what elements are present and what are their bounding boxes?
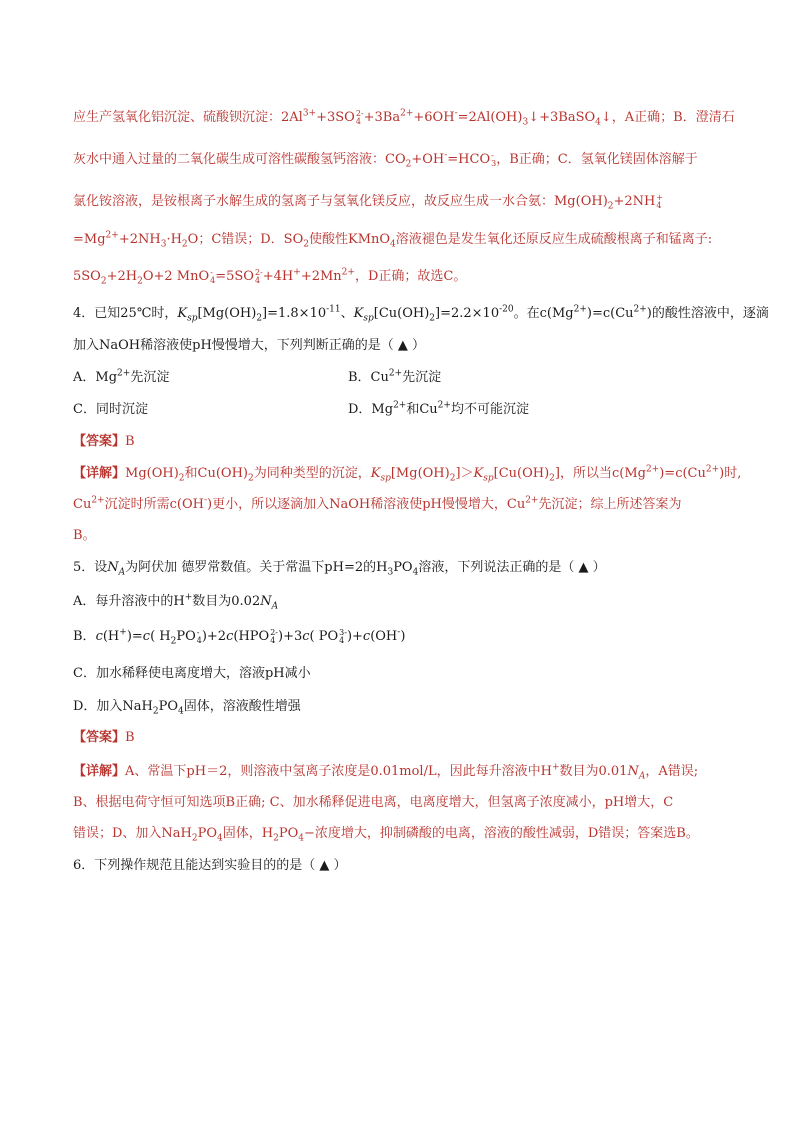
text: 沉淀时所需c(OH <box>104 497 204 512</box>
answer-value: B <box>125 730 135 745</box>
text: 数目为0.01 <box>559 764 628 779</box>
text: )+2 <box>201 629 227 644</box>
text: 先沉淀 <box>402 370 442 385</box>
text: 5SO <box>73 269 101 284</box>
sub: 2 <box>549 473 555 484</box>
sup: + <box>119 627 127 638</box>
text: B．Cu <box>348 370 389 385</box>
sup: 2+ <box>341 267 355 278</box>
sub: 2 <box>170 636 177 647</box>
sub: 4 <box>355 116 361 126</box>
sup: 2- <box>254 267 263 277</box>
sup: + <box>551 762 560 773</box>
text: )=c(Cu <box>586 306 634 321</box>
text: ]=2.2×10 <box>435 306 500 321</box>
sub: 4 <box>412 567 419 578</box>
text: ·H <box>166 232 182 247</box>
q4-detail-line-1 <box>73 464 741 484</box>
q5-option-c: C．加水稀释使电离度增大，溶液pH减小 <box>73 666 311 681</box>
sub: 4 <box>178 706 184 717</box>
text: 。在c(Mg <box>513 306 574 321</box>
text: [Mg(OH) <box>197 306 257 321</box>
text: O+2 MnO <box>142 269 210 284</box>
text: 、 <box>340 306 354 321</box>
q3-detail-line-1 <box>73 108 735 128</box>
sup: 2+ <box>573 304 587 315</box>
c-symbol: c <box>142 629 151 644</box>
text: ) <box>400 629 406 644</box>
text: )时, <box>719 466 742 481</box>
text: 氯化铵溶液，是铵根离子水解生成的氢离子与氢氧化镁反应，故反应生成一水合氨：Mg(OH) <box>73 194 608 209</box>
na-symbol: N <box>260 594 272 609</box>
sup: - <box>203 495 208 506</box>
text: ，B正确；C．氢氧化镁固体溶解于 <box>496 152 698 167</box>
text: +4H <box>262 269 294 284</box>
text: A、常温下pH＝2，则溶液中氢离子浓度是0.01mol/L，因此每升溶液中H <box>125 764 552 779</box>
q4-detail-line-2 <box>73 495 681 515</box>
text: 均不可能沉淀 <box>450 402 529 417</box>
text: 4．已知25℃时， <box>73 306 178 321</box>
text: 溶液，下列说法正确的是（ ▲ ） <box>418 560 606 575</box>
detail-tag: 【详解】 <box>73 764 126 779</box>
text: +2H <box>106 269 138 284</box>
c-symbol: c <box>95 629 103 644</box>
text: (HPO <box>233 629 270 644</box>
q5-stem <box>73 558 606 578</box>
text: 错误；D、加入NaH <box>73 826 192 841</box>
na-symbol: N <box>107 560 119 575</box>
text: [Cu(OH) <box>493 466 550 481</box>
answer-tag: 【答案】 <box>73 730 126 745</box>
ion-charge <box>270 629 278 645</box>
text: )=c(Cu <box>659 466 706 481</box>
text: 灰水中通入过量的二氧化碳生成可溶性碳酸氢钙溶液：CO <box>73 152 406 167</box>
sub: 4 <box>656 200 662 210</box>
text: PO <box>158 699 179 714</box>
text: 使酸性KMnO <box>308 232 391 247</box>
sup: 2+ <box>393 400 407 411</box>
ion-charge <box>339 629 347 645</box>
text: 5．设 <box>73 560 108 575</box>
text: 为同种类型的沉淀， <box>253 466 371 481</box>
text: ]=1.8×10 <box>262 306 327 321</box>
sub: sp <box>187 313 198 324</box>
text: +OH <box>411 152 445 167</box>
sup: - <box>454 108 458 119</box>
sup: 2+ <box>525 495 539 506</box>
sub: 2 <box>273 833 279 844</box>
ion-charge <box>255 269 263 285</box>
q4-detail-line-3: B。 <box>73 528 96 543</box>
sub: 2 <box>178 473 185 484</box>
text: ↓，A正确；B．澄清石 <box>600 110 735 125</box>
text: 固体，溶液酸性增强 <box>183 699 301 714</box>
text: [Mg(OH) <box>390 466 450 481</box>
text: Mg(OH) <box>125 466 179 481</box>
sup: + <box>293 267 301 278</box>
q3-detail-line-4 <box>73 230 712 250</box>
sub: 2 <box>607 201 614 212</box>
text: ↓+3BaSO <box>528 110 596 125</box>
text: =HCO <box>447 152 491 167</box>
sub: 4 <box>595 117 601 128</box>
text: Cu <box>73 497 92 512</box>
ion-charge <box>656 194 663 210</box>
text: PO <box>278 826 299 841</box>
sup: - <box>397 627 401 638</box>
sub: 3 <box>387 567 394 578</box>
q4-option-c: C．同时沉淀 <box>73 402 148 417</box>
q4-stem-line-1 <box>73 304 769 324</box>
sup: -11 <box>326 304 341 315</box>
sub: sp <box>483 473 494 484</box>
sub: 3 <box>522 117 529 128</box>
sub: 4 <box>270 635 276 645</box>
answer-value: B <box>125 434 135 449</box>
sup: 2+ <box>437 400 451 411</box>
text: 先沉淀 <box>130 370 170 385</box>
sub: A <box>118 567 126 578</box>
sub: 3 <box>160 239 167 250</box>
text: 溶液褪色是发生氧化还原反应生成硫酸根离子和锰离子: <box>395 232 713 247</box>
text: ，D正确；故选C。 <box>354 269 467 284</box>
sup: - <box>196 627 200 637</box>
sup: 2+ <box>633 304 647 315</box>
text: (OH <box>370 629 398 644</box>
c-symbol: c <box>302 629 310 644</box>
q4-stem-line-2: 加入NaOH稀溶液使pH慢慢增大，下列判断正确的是（ ▲ ） <box>73 338 426 353</box>
text: 先沉淀；综上所述答案为 <box>538 497 682 512</box>
sub: 2 <box>248 473 254 484</box>
q4-option-b <box>348 368 441 388</box>
q5-option-d <box>73 697 301 717</box>
c-symbol: c <box>362 629 371 644</box>
text: ]＞ <box>455 466 474 481</box>
text: ( H <box>150 629 171 644</box>
text: 固体，H <box>222 826 274 841</box>
sub: 4 <box>390 239 396 250</box>
text: )更小，所以逐滴加入NaOH稀溶液使pH慢慢增大，Cu <box>207 497 526 512</box>
ksp-symbol: K <box>370 466 381 481</box>
sub: 2 <box>256 313 263 324</box>
sub: 4 <box>217 833 223 844</box>
sup: 2- <box>270 627 278 637</box>
q3-detail-line-3 <box>73 192 663 212</box>
sub: 4 <box>254 275 261 285</box>
sub: 3 <box>491 158 497 168</box>
sup: 3+ <box>302 108 317 119</box>
text: A．Mg <box>73 370 118 385</box>
text: ，A错误; <box>645 764 699 779</box>
text: 数目为0.02 <box>192 594 261 609</box>
text: )的酸性溶液中，逐滴 <box>646 306 769 321</box>
ksp-symbol: K <box>473 466 484 481</box>
sub: 2 <box>429 313 436 324</box>
text: +2NH <box>613 194 656 209</box>
text: 应生产氢氧化铝沉淀、硫酸钡沉淀：2Al <box>73 110 303 125</box>
text: =Mg <box>73 232 106 247</box>
sub: A <box>271 601 279 612</box>
q6-stem: 6．下列操作规范且能达到实验目的的是（ ▲ ） <box>73 858 347 873</box>
sup: - <box>210 267 213 277</box>
q3-detail-line-5 <box>73 267 466 287</box>
sub: 2 <box>303 239 309 250</box>
sub: A <box>638 771 646 782</box>
sup: -20 <box>499 304 514 315</box>
sup: - <box>491 150 494 160</box>
text: [Cu(OH) <box>373 306 430 321</box>
q5-detail-line-1 <box>73 762 698 782</box>
sup: 2+ <box>388 368 403 379</box>
sup: 2+ <box>645 464 660 475</box>
q4-option-a <box>73 368 169 388</box>
q5-detail-line-3 <box>73 824 699 844</box>
text: D．加入NaH <box>73 699 153 714</box>
sup: + <box>656 192 664 202</box>
text: )+3 <box>278 629 303 644</box>
text: ]，所以当c(Mg <box>554 466 646 481</box>
q4-answer <box>73 432 135 452</box>
sup: 2+ <box>705 464 720 475</box>
text: PO <box>197 826 218 841</box>
sub: sp <box>380 473 391 484</box>
sub: 4 <box>339 635 345 645</box>
sub: 2 <box>152 706 159 717</box>
sup: + <box>184 592 193 603</box>
text: ( PO <box>309 629 339 644</box>
q5-option-b <box>73 627 405 647</box>
text: 和Cu(OH) <box>184 466 248 481</box>
q5-answer <box>73 728 135 748</box>
text: )+ <box>346 629 363 644</box>
sup: - <box>444 150 448 161</box>
text: (H <box>102 629 120 644</box>
text: D．Mg <box>348 402 394 417</box>
ksp-symbol: K <box>177 306 188 321</box>
sub: 4 <box>298 833 304 844</box>
q5-option-a <box>73 592 278 612</box>
q4-option-d <box>348 400 529 420</box>
answer-tag: 【答案】 <box>73 434 126 449</box>
sub: 4 <box>196 635 202 645</box>
sup: 2+ <box>400 108 414 119</box>
text: A．每升溶液中的H <box>73 594 185 609</box>
text: +2NH <box>118 232 161 247</box>
sub: 2 <box>100 276 107 287</box>
sup: 2+ <box>91 495 105 506</box>
sub: 4 <box>210 275 216 285</box>
text: −浓度增大，抑制磷酸的电离，溶液的酸性减弱，D错误；答案选B。 <box>303 826 699 841</box>
detail-tag: 【详解】 <box>73 466 126 481</box>
ion-charge <box>356 110 364 126</box>
text: PO <box>393 560 413 575</box>
ksp-symbol: K <box>353 306 364 321</box>
text: 为阿伏加 德罗常数值。关于常温下pH=2的H <box>125 560 388 575</box>
q5-detail-line-2: B、根据电荷守恒可知选项B正确; C、加水稀释促进电离，电离度增大，但氢离子浓度减小，pH增大，C <box>73 795 674 810</box>
sup: 2+ <box>117 368 131 379</box>
text: +6OH <box>413 110 455 125</box>
text: =5SO <box>215 269 254 284</box>
text: PO <box>176 629 196 644</box>
text: B． <box>73 629 96 644</box>
sup: 3- <box>339 627 347 637</box>
sub: 2 <box>181 239 188 250</box>
sub: 2 <box>449 473 456 484</box>
sub: sp <box>363 313 374 324</box>
text: +3SO <box>316 110 355 125</box>
sup: 2- <box>355 108 364 118</box>
text: +2Mn <box>300 269 342 284</box>
sub: 2 <box>137 276 143 287</box>
na-symbol: N <box>627 764 639 779</box>
c-symbol: c <box>226 629 234 644</box>
text: 和Cu <box>406 402 438 417</box>
sub: 2 <box>191 833 198 844</box>
text: =2Al(OH) <box>457 110 523 125</box>
q3-detail-line-2 <box>73 150 698 170</box>
text: +3Ba <box>363 110 401 125</box>
text: )= <box>126 629 143 644</box>
text: O；C错误；D．SO <box>187 232 304 247</box>
sub: 2 <box>405 159 412 170</box>
sup: 2+ <box>105 230 119 241</box>
